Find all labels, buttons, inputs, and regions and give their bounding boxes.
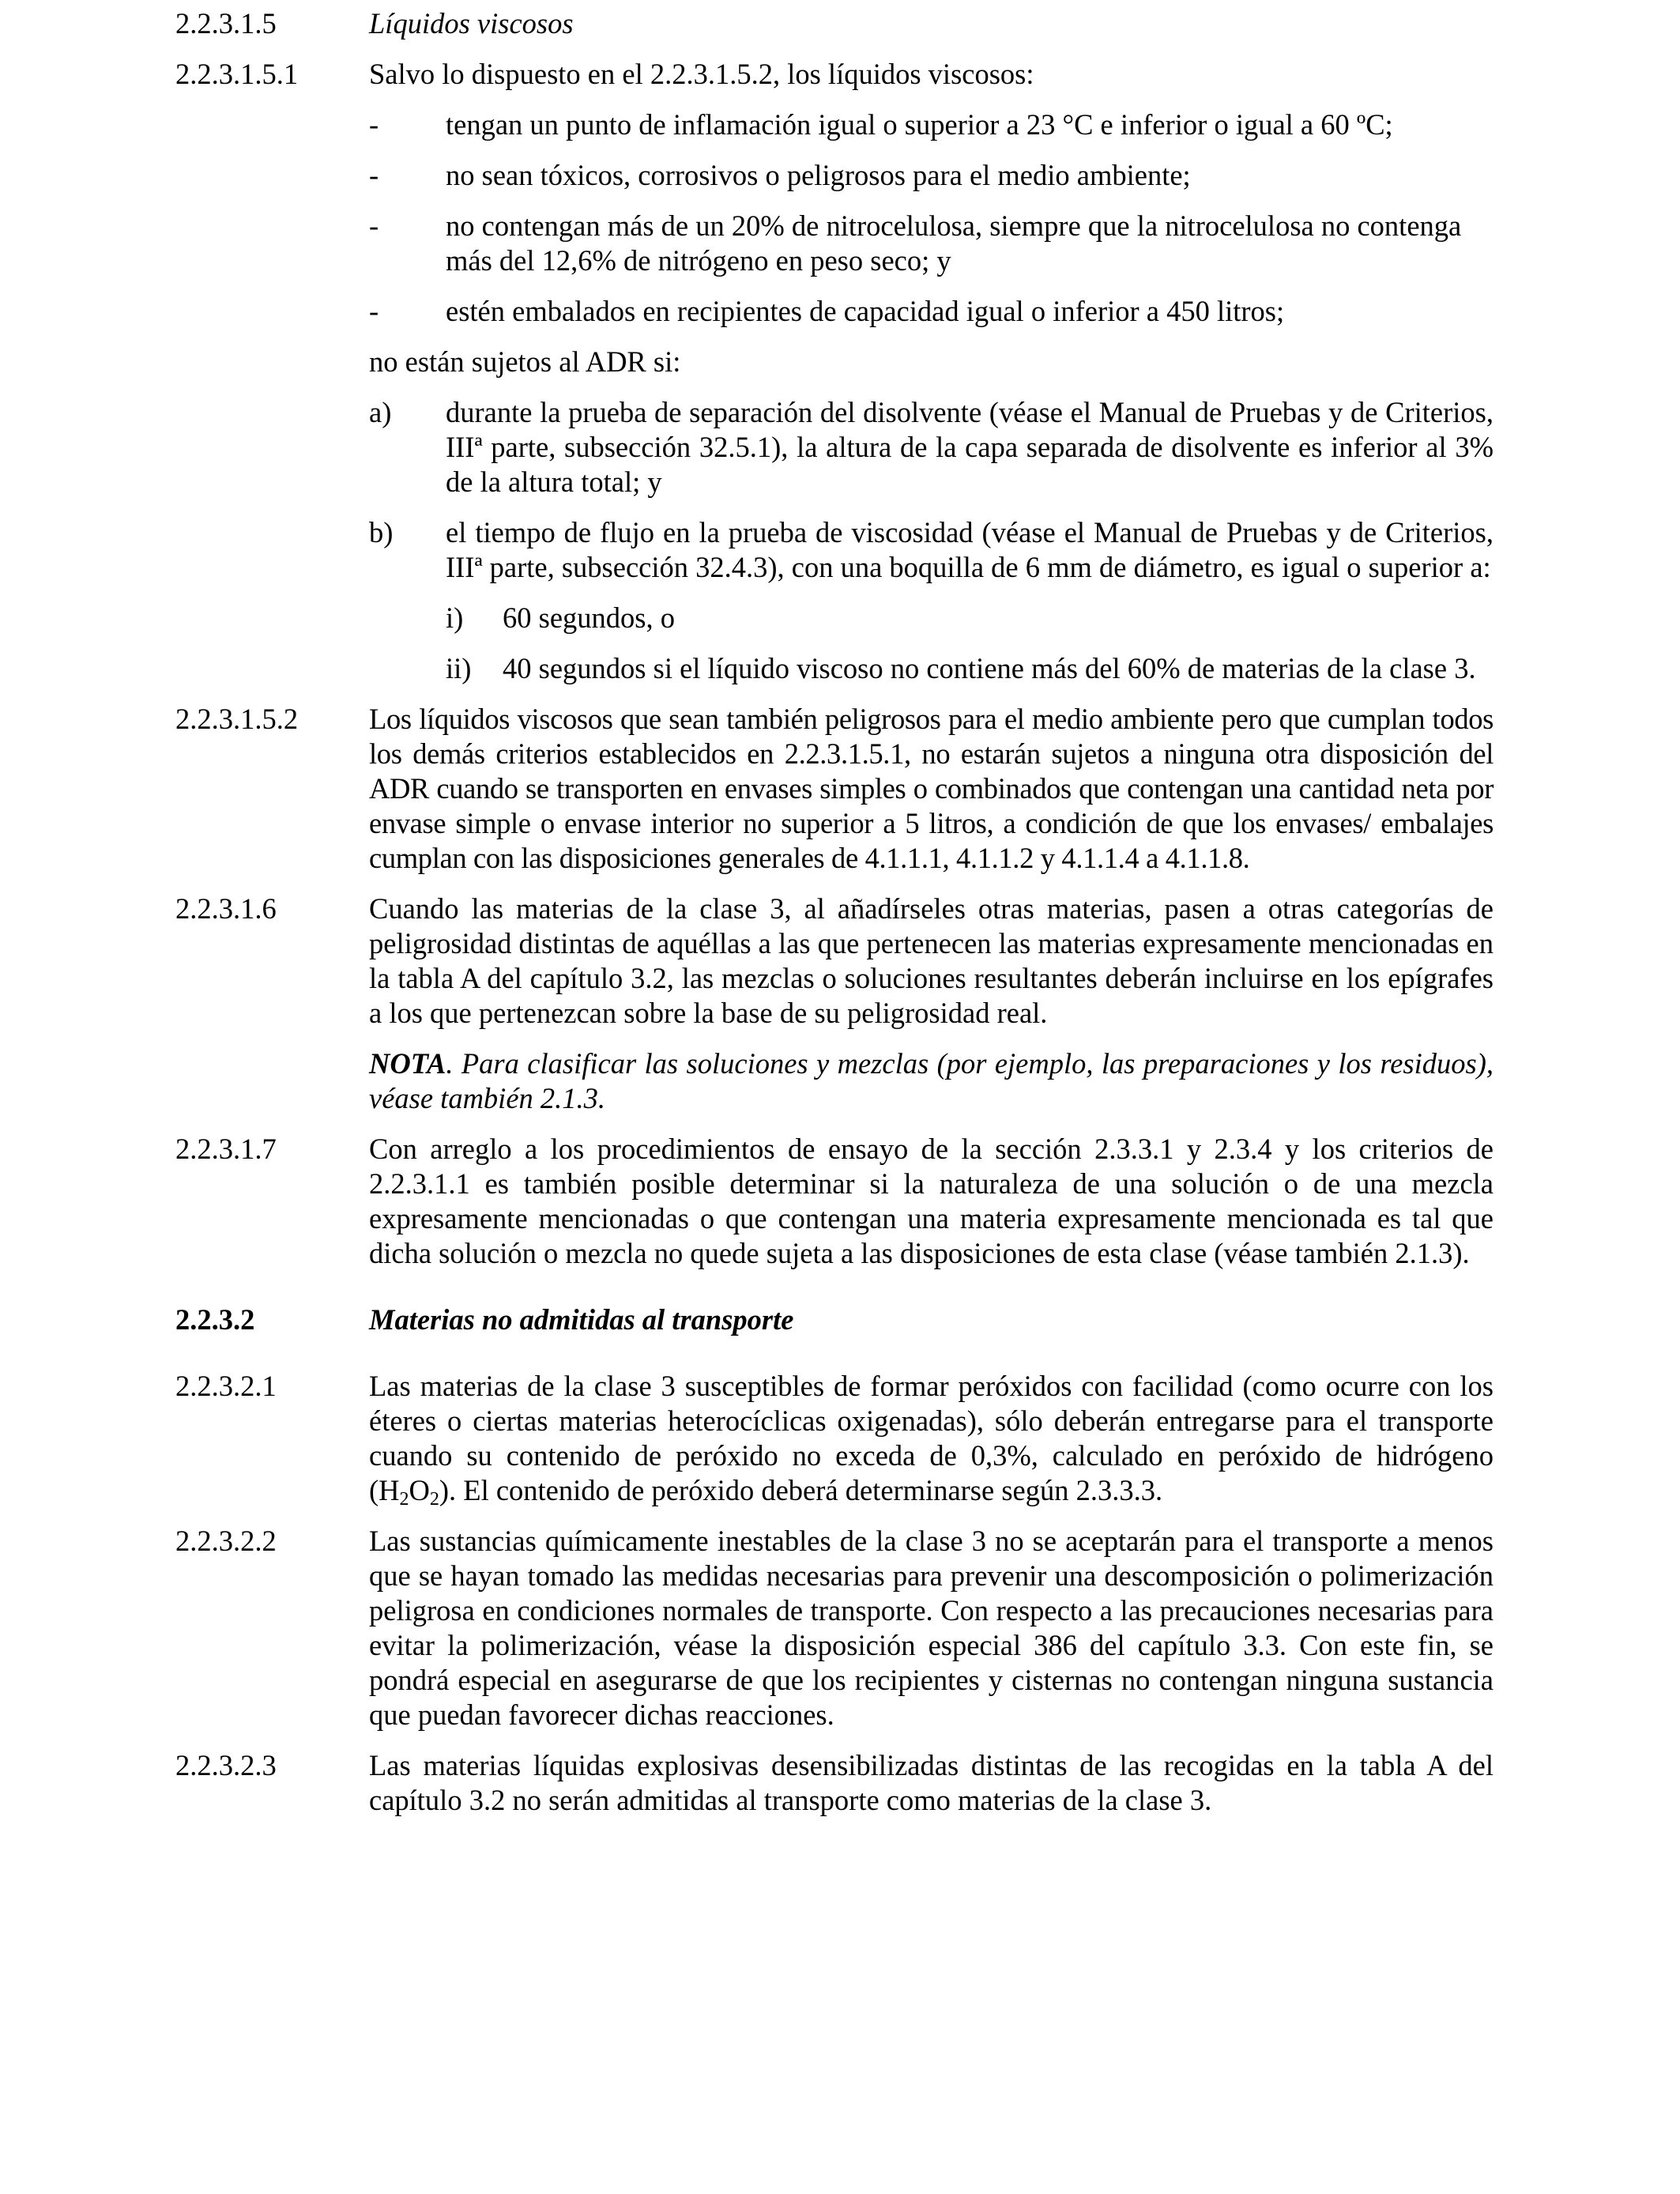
bullet-marker: - [369, 108, 379, 141]
document-content [175, 6, 1494, 1818]
paragraph: Salvo lo dispuesto en el 2.2.3.1.5.2, los líquidos viscosos: [369, 58, 1034, 90]
sub-item-ii [369, 651, 1494, 686]
subscript: 2 [399, 1489, 409, 1510]
section-2-2-3-2 [175, 1302, 1494, 1337]
section-number: 2.2.3.2 [175, 1303, 255, 1336]
item-marker: b) [369, 516, 394, 548]
bullet-text: no contengan más de un 20% de nitrocelulosa, siempre que la nitrocelulosa no contenga más del 12,6% de nitrógeno en peso seco; y [446, 209, 1462, 277]
section-2-2-3-2-3 [175, 1748, 1494, 1818]
sub-item-text: 40 segundos si el líquido viscoso no contiene más del 60% de materias de la clase 3. [503, 652, 1476, 684]
bullet-marker: - [369, 295, 379, 327]
section-2-2-3-1-5-2 [175, 702, 1494, 876]
list-item-b [369, 515, 1494, 585]
paragraph: Las materias líquidas explosivas desensibilizadas distintas de las recogidas en la tabla A del capítulo 3.2 no serán admitidas al transporte como materias de la clase 3. [369, 1749, 1494, 1816]
section-2-2-3-2-1 [175, 1369, 1494, 1508]
section-2-2-3-1-7 [175, 1132, 1494, 1271]
text-run: O [409, 1474, 430, 1506]
list-item-a [369, 395, 1494, 499]
paragraph [369, 1369, 1494, 1508]
bullet-marker: - [369, 209, 379, 242]
text-run: ). El contenido de peróxido deberá determinarse según 2.3.3.3. [439, 1474, 1163, 1506]
section-title: Líquidos viscosos [369, 7, 574, 40]
section-number: 2.2.3.2.1 [175, 1370, 277, 1402]
sub-item-marker: i) [446, 601, 464, 634]
item-text: durante la prueba de separación del disolvente (véase el Manual de Pruebas y de Criterios, IIIª parte, subsección 32.5.1), la altura de la capa separada de disolvente es inferior al 3% de la altura total; y [446, 396, 1494, 498]
note [369, 1046, 1494, 1116]
sub-item-text: 60 segundos, o [503, 601, 675, 634]
note-text: . Para clasificar las soluciones y mezclas (por ejemplo, las preparaciones y los residuos), véase también 2.1.3. [369, 1047, 1494, 1114]
bullet-item [369, 158, 1494, 193]
bullet-item [369, 209, 1494, 278]
section-number: 2.2.3.1.5.1 [175, 58, 299, 90]
paragraph: no están sujetos al ADR si: [369, 345, 681, 378]
paragraph: Las sustancias químicamente inestables de la clase 3 no se aceptarán para el transporte a menos que se hayan tomado las medidas necesarias para prevenir una descomposición o polimerización peligrosa en condiciones normales de transporte. Con respecto a las precauciones necesarias para evitar la polimerización, véase la disposición especial 386 del capítulo 3.3. Con este fin, se pondrá especial en asegurarse de que los recipientes y cisternas no contengan ninguna sustancia que puedan favorecer dichas reacciones. [369, 1525, 1494, 1731]
section-2-2-3-1-5 [175, 6, 1494, 41]
bullet-text: tengan un punto de inflamación igual o superior a 23 °C e inferior o igual a 60 ºC; [446, 108, 1393, 141]
bullet-item [369, 294, 1494, 329]
subscript: 2 [429, 1489, 439, 1510]
section-2-2-3-1-6 [175, 892, 1494, 1116]
section-number: 2.2.3.2.2 [175, 1525, 277, 1557]
text-run: Las materias de la clase 3 susceptibles de formar peróxidos con facilidad (como ocurre con los éteres o ciertas materias heterocíclicas oxigenadas), sólo deberán entregarse para el transporte cuando su contenido de peróxido no exceda de 0,3%, calculado en peróxido de hidrógeno (H [369, 1370, 1494, 1506]
bullet-text: estén embalados en recipientes de capacidad igual o inferior a 450 litros; [446, 295, 1285, 327]
section-2-2-3-2-2 [175, 1524, 1494, 1732]
section-number: 2.2.3.1.5 [175, 7, 277, 40]
section-number: 2.2.3.1.5.2 [175, 703, 299, 735]
sub-item-marker: ii) [446, 652, 472, 684]
section-number: 2.2.3.1.6 [175, 892, 277, 925]
section-2-2-3-1-5-1 [175, 57, 1494, 686]
sub-item-i [369, 601, 1494, 635]
paragraph: Los líquidos viscosos que sean también peligrosos para el medio ambiente pero que cumplan todos los demás criterios establecidos en 2.2.3.1.5.1, no estarán sujetos a ninguna otra disposición del ADR cuando se transporten en envases simples o combinados que contengan una cantidad neta por envase simple o envase interior no superior a 5 litros, a condición de que los envases/ embalajes cumplan con las disposiciones generales de 4.1.1.1, 4.1.1.2 y 4.1.1.4 a 4.1.1.8. [369, 703, 1494, 874]
item-marker: a) [369, 396, 392, 428]
bullet-marker: - [369, 159, 379, 191]
paragraph: Con arreglo a los procedimientos de ensayo de la sección 2.3.3.1 y 2.3.4 y los criterios de 2.2.3.1.1 es también posible determinar si la naturaleza de una solución o de una mezcla expresamente mencionadas o que contengan una materia expresamente mencionada es tal que dicha solución o mezcla no quede sujeta a las disposiciones de esta clase (véase también 2.1.3). [369, 1133, 1494, 1269]
section-number: 2.2.3.2.3 [175, 1749, 277, 1781]
section-title: Materias no admitidas al transporte [369, 1303, 794, 1336]
bullet-item [369, 107, 1494, 142]
note-label: NOTA [369, 1047, 446, 1080]
paragraph: Cuando las materias de la clase 3, al añadírseles otras materias, pasen a otras categorías de peligrosidad distintas de aquéllas a las que pertenecen las materias expresamente mencionadas en la tabla A del capítulo 3.2, las mezclas o soluciones resultantes deberán incluirse en los epígrafes a los que pertenezcan sobre la base de su peligrosidad real. [369, 892, 1494, 1029]
section-number: 2.2.3.1.7 [175, 1133, 277, 1165]
item-text: el tiempo de flujo en la prueba de viscosidad (véase el Manual de Pruebas y de Criterios, IIIª parte, subsección 32.4.3), con una boquilla de 6 mm de diámetro, es igual o superior a: [446, 516, 1494, 583]
bullet-text: no sean tóxicos, corrosivos o peligrosos para el medio ambiente; [446, 159, 1191, 191]
